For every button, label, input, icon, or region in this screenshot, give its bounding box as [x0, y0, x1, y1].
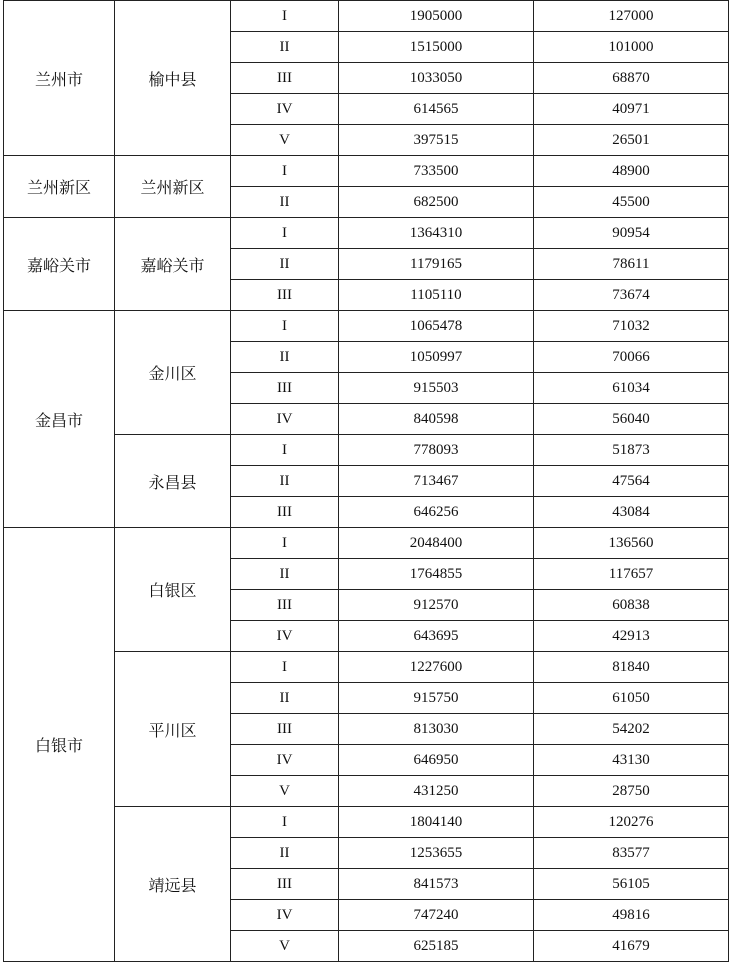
city-cell: 兰州新区 — [4, 156, 115, 218]
level-cell: II — [231, 249, 339, 280]
level-cell: I — [231, 652, 339, 683]
city-cell: 金昌市 — [4, 311, 115, 528]
value-a-cell: 1050997 — [339, 342, 534, 373]
level-cell: I — [231, 1, 339, 32]
city-cell: 嘉峪关市 — [4, 218, 115, 311]
value-b-cell: 45500 — [534, 187, 729, 218]
value-a-cell: 713467 — [339, 466, 534, 497]
value-b-cell: 42913 — [534, 621, 729, 652]
table-row — [4, 156, 729, 187]
table-row — [4, 218, 729, 249]
county-cell: 兰州新区 — [115, 156, 231, 218]
value-a-cell: 1179165 — [339, 249, 534, 280]
value-b-cell: 56040 — [534, 404, 729, 435]
value-b-cell: 61034 — [534, 373, 729, 404]
level-cell: II — [231, 559, 339, 590]
value-b-cell: 70066 — [534, 342, 729, 373]
level-cell: III — [231, 373, 339, 404]
county-cell: 永昌县 — [115, 435, 231, 528]
level-cell: IV — [231, 94, 339, 125]
value-a-cell: 1764855 — [339, 559, 534, 590]
value-b-cell: 78611 — [534, 249, 729, 280]
level-cell: IV — [231, 404, 339, 435]
value-b-cell: 71032 — [534, 311, 729, 342]
level-cell: IV — [231, 745, 339, 776]
level-cell: II — [231, 32, 339, 63]
level-cell: I — [231, 528, 339, 559]
level-cell: II — [231, 683, 339, 714]
value-a-cell: 1253655 — [339, 838, 534, 869]
level-cell: III — [231, 280, 339, 311]
level-cell: II — [231, 466, 339, 497]
value-b-cell: 101000 — [534, 32, 729, 63]
value-a-cell: 1105110 — [339, 280, 534, 311]
value-b-cell: 41679 — [534, 931, 729, 962]
value-b-cell: 43130 — [534, 745, 729, 776]
level-cell: II — [231, 187, 339, 218]
level-cell: I — [231, 807, 339, 838]
value-a-cell: 915750 — [339, 683, 534, 714]
value-b-cell: 127000 — [534, 1, 729, 32]
level-cell: II — [231, 342, 339, 373]
value-a-cell: 778093 — [339, 435, 534, 466]
value-b-cell: 68870 — [534, 63, 729, 94]
county-cell: 榆中县 — [115, 1, 231, 156]
level-cell: I — [231, 311, 339, 342]
level-cell: V — [231, 776, 339, 807]
value-a-cell: 1804140 — [339, 807, 534, 838]
level-cell: IV — [231, 621, 339, 652]
value-a-cell: 747240 — [339, 900, 534, 931]
level-cell: I — [231, 156, 339, 187]
level-cell: II — [231, 838, 339, 869]
price-table — [3, 0, 729, 962]
level-cell: III — [231, 590, 339, 621]
county-cell: 白银区 — [115, 528, 231, 652]
value-b-cell: 54202 — [534, 714, 729, 745]
value-b-cell: 47564 — [534, 466, 729, 497]
county-cell: 金川区 — [115, 311, 231, 435]
value-b-cell: 28750 — [534, 776, 729, 807]
value-a-cell: 1065478 — [339, 311, 534, 342]
value-b-cell: 83577 — [534, 838, 729, 869]
level-cell: III — [231, 869, 339, 900]
level-cell: III — [231, 63, 339, 94]
value-a-cell: 625185 — [339, 931, 534, 962]
level-cell: V — [231, 931, 339, 962]
value-a-cell: 646950 — [339, 745, 534, 776]
value-b-cell: 26501 — [534, 125, 729, 156]
value-b-cell: 81840 — [534, 652, 729, 683]
value-a-cell: 397515 — [339, 125, 534, 156]
city-cell: 兰州市 — [4, 1, 115, 156]
value-a-cell: 1905000 — [339, 1, 534, 32]
value-b-cell: 48900 — [534, 156, 729, 187]
county-cell: 平川区 — [115, 652, 231, 807]
value-b-cell: 61050 — [534, 683, 729, 714]
value-b-cell: 90954 — [534, 218, 729, 249]
value-a-cell: 840598 — [339, 404, 534, 435]
level-cell: I — [231, 435, 339, 466]
value-a-cell: 733500 — [339, 156, 534, 187]
value-a-cell: 1515000 — [339, 32, 534, 63]
value-b-cell: 43084 — [534, 497, 729, 528]
value-a-cell: 614565 — [339, 94, 534, 125]
value-b-cell: 120276 — [534, 807, 729, 838]
value-a-cell: 1364310 — [339, 218, 534, 249]
table-row — [4, 528, 729, 559]
value-b-cell: 40971 — [534, 94, 729, 125]
value-a-cell: 682500 — [339, 187, 534, 218]
value-a-cell: 646256 — [339, 497, 534, 528]
value-b-cell: 73674 — [534, 280, 729, 311]
value-b-cell: 56105 — [534, 869, 729, 900]
value-a-cell: 431250 — [339, 776, 534, 807]
level-cell: I — [231, 218, 339, 249]
value-b-cell: 136560 — [534, 528, 729, 559]
county-cell: 嘉峪关市 — [115, 218, 231, 311]
table-body — [4, 1, 729, 962]
value-a-cell: 813030 — [339, 714, 534, 745]
value-a-cell: 912570 — [339, 590, 534, 621]
value-a-cell: 915503 — [339, 373, 534, 404]
level-cell: IV — [231, 900, 339, 931]
value-b-cell: 117657 — [534, 559, 729, 590]
value-a-cell: 643695 — [339, 621, 534, 652]
level-cell: III — [231, 497, 339, 528]
value-a-cell: 1033050 — [339, 63, 534, 94]
level-cell: III — [231, 714, 339, 745]
value-a-cell: 2048400 — [339, 528, 534, 559]
value-b-cell: 51873 — [534, 435, 729, 466]
city-cell: 白银市 — [4, 528, 115, 962]
value-b-cell: 49816 — [534, 900, 729, 931]
value-a-cell: 1227600 — [339, 652, 534, 683]
value-b-cell: 60838 — [534, 590, 729, 621]
county-cell: 靖远县 — [115, 807, 231, 962]
table-row — [4, 311, 729, 342]
value-a-cell: 841573 — [339, 869, 534, 900]
level-cell: V — [231, 125, 339, 156]
table-row — [4, 1, 729, 32]
